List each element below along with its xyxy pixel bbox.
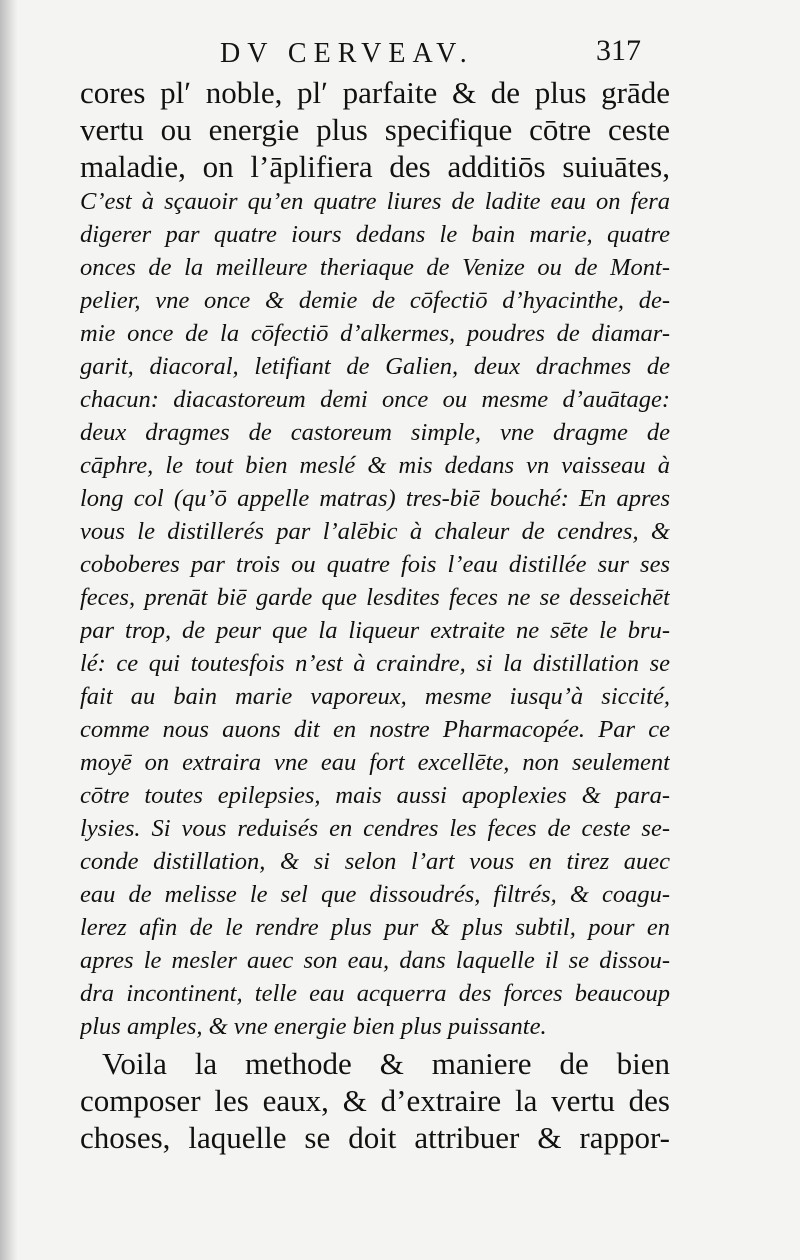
text-line: maladie, on l’āplifiera des additiōs suiuātes, bbox=[80, 149, 670, 184]
text-line: cores plʹ noble, plʹ parfaite & de plus grāde bbox=[80, 75, 670, 110]
italic-line: eau de melisse le sel que dissoudrés, filtrés, & coagu- bbox=[80, 881, 670, 908]
italic-line: vous le distillerés par l’alēbic à chaleur de cendres, & bbox=[80, 518, 670, 545]
roman-paragraph-top bbox=[80, 74, 670, 185]
italic-line: comme nous auons dit en nostre Pharmacopée. Par ce bbox=[80, 716, 670, 743]
italic-line: pelier, vne once & demie de cōfectiō d’hyacinthe, de- bbox=[80, 287, 670, 314]
italic-line: feces, prenāt biē garde que lesdites feces ne se desseichēt bbox=[80, 584, 670, 611]
text-line: Voila la methode & maniere de bien bbox=[102, 1046, 670, 1081]
italic-line: mie once de la cōfectiō d’alkermes, poudres de diamar- bbox=[80, 320, 670, 347]
italic-line: cōtre toutes epilepsies, mais aussi apoplexies & para- bbox=[80, 782, 670, 809]
italic-line: garit, diacoral, letifiant de Galien, deux drachmes de bbox=[80, 353, 670, 380]
italic-line: lerez afin de le rendre plus pur & plus subtil, pour en bbox=[80, 914, 670, 941]
italic-line: par trop, de peur que la liqueur extraite ne sēte le bru- bbox=[80, 617, 670, 644]
italic-line: cāphre, le tout bien meslé & mis dedans vn vaisseau à bbox=[80, 452, 670, 479]
italic-line: onces de la meilleure theriaque de Venize ou de Mont- bbox=[80, 254, 670, 281]
roman-paragraph-bottom bbox=[80, 1045, 670, 1156]
italic-recipe-paragraph bbox=[80, 185, 670, 1043]
italic-line: lé: ce qui toutesfois n’est à craindre, si la distillation se bbox=[80, 650, 670, 677]
italic-line: coboberes par trois ou quatre fois l’eau distillée sur ses bbox=[80, 551, 670, 578]
text-line: choses, laquelle se doit attribuer & rappor- bbox=[80, 1120, 670, 1155]
italic-line: dra incontinent, telle eau acquerra des forces beaucoup bbox=[80, 980, 670, 1007]
italic-line: deux dragmes de castoreum simple, vne dragme de bbox=[80, 419, 670, 446]
italic-line: chacun: diacastoreum demi once ou mesme d’auātage: bbox=[80, 386, 670, 413]
main-text-block bbox=[80, 74, 670, 1156]
running-title: DV CERVEAV. bbox=[220, 38, 474, 69]
italic-line: plus amples, & vne energie bien plus puissante. bbox=[80, 1013, 547, 1040]
italic-line: long col (qu’ō appelle matras) tres-biē bouché: En apres bbox=[80, 485, 670, 512]
text-line: composer les eaux, & d’extraire la vertu des bbox=[80, 1083, 670, 1118]
italic-line: moyē on extraira vne eau fort excellēte, non seulement bbox=[80, 749, 670, 776]
italic-line: C’est à sçauoir qu’en quatre liures de ladite eau on fera bbox=[80, 188, 670, 215]
text-line: vertu ou energie plus specifique cōtre ceste bbox=[80, 112, 670, 147]
italic-line: conde distillation, & si selon l’art vous en tirez auec bbox=[80, 848, 670, 875]
page-number: 317 bbox=[596, 34, 641, 67]
italic-line: digerer par quatre iours dedans le bain marie, quatre bbox=[80, 221, 670, 248]
page-gutter-shadow bbox=[0, 0, 18, 1260]
italic-line: fait au bain marie vaporeux, mesme iusqu’à siccité, bbox=[80, 683, 670, 710]
italic-line: apres le mesler auec son eau, dans laquelle il se dissou- bbox=[80, 947, 670, 974]
italic-line: lysies. Si vous reduisés en cendres les feces de ceste se- bbox=[80, 815, 670, 842]
